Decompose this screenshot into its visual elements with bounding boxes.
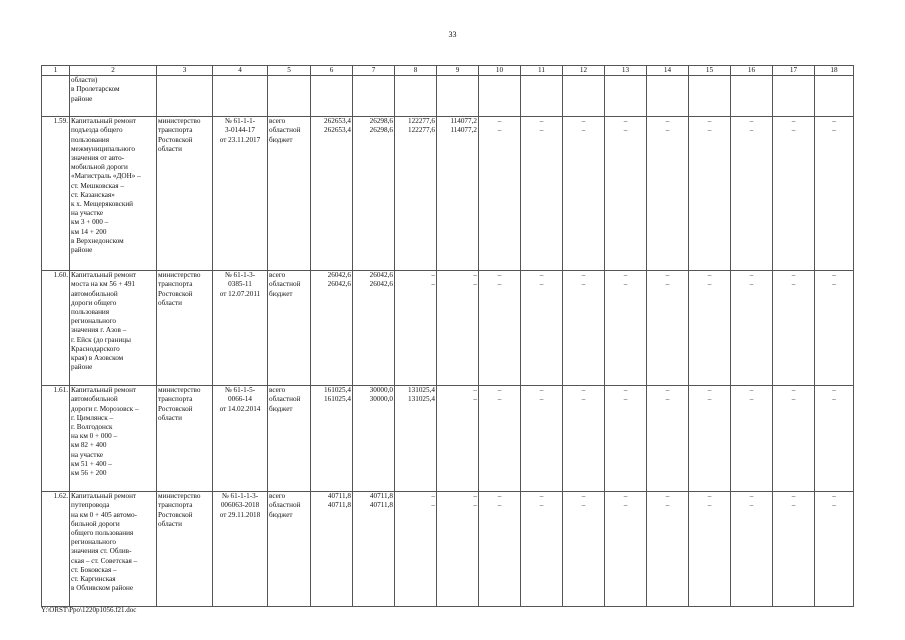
text-line: края) в Азовском xyxy=(71,354,124,363)
value-line: – xyxy=(581,271,586,280)
cell-value xyxy=(647,386,689,492)
value-line: 40711,8 xyxy=(327,501,351,510)
text-line: в Пролетарском xyxy=(71,85,120,94)
text-line: областной xyxy=(269,126,301,135)
value-line: – xyxy=(497,126,502,135)
value-line: – xyxy=(539,395,544,404)
value-line: – xyxy=(539,501,544,510)
text-line: 006063-2018 xyxy=(220,501,260,510)
cell-value xyxy=(605,271,647,386)
cell-value xyxy=(563,271,605,386)
cell-value xyxy=(521,492,563,607)
cell-value xyxy=(437,386,479,492)
cell-value xyxy=(353,271,395,386)
cell-value xyxy=(815,386,854,492)
text-line: № 61-1-1-3- xyxy=(221,492,259,501)
value-line: – xyxy=(497,386,502,395)
value-line: – xyxy=(749,126,754,135)
value-line: – xyxy=(623,501,628,510)
value-line: – xyxy=(497,271,502,280)
value-line: – xyxy=(539,492,544,501)
cell-value xyxy=(563,386,605,492)
value-line: – xyxy=(431,492,435,501)
value-line: – xyxy=(581,395,586,404)
text-line: дороги общего xyxy=(71,298,117,307)
value-line: – xyxy=(707,501,712,510)
text-line: Капитальный ремонт xyxy=(71,492,137,501)
cell-num: 1.61. xyxy=(42,386,70,492)
value-line: – xyxy=(749,117,754,126)
table-row xyxy=(42,271,854,386)
value-line: – xyxy=(473,386,477,395)
value-line: – xyxy=(539,280,544,289)
cell-value xyxy=(437,117,479,271)
text-line: транспорта xyxy=(158,280,193,289)
text-line: автомобильной xyxy=(71,289,118,298)
value-line: – xyxy=(665,501,670,510)
text-line: 0385-11 xyxy=(228,280,252,289)
header-cell: 18 xyxy=(815,66,854,76)
cell-value xyxy=(647,117,689,271)
text-line: областной xyxy=(269,280,301,289)
value-line: 26042,6 xyxy=(327,271,351,280)
cell-value xyxy=(395,386,437,492)
cell-value xyxy=(647,271,689,386)
cell-value xyxy=(815,492,854,607)
cell-value xyxy=(437,271,479,386)
cell-document xyxy=(213,271,268,386)
cell-value xyxy=(311,492,353,607)
cell-value xyxy=(353,386,395,492)
text-line: бюджет xyxy=(269,135,293,144)
text-line: от 14.02.2014 xyxy=(219,404,261,413)
cell-value xyxy=(395,492,437,607)
text-line: путепровода xyxy=(71,501,110,510)
cell-value xyxy=(479,492,521,607)
value-line: – xyxy=(623,126,628,135)
text-line: регионального xyxy=(71,317,116,326)
value-line: 122277,6 xyxy=(408,117,435,126)
value-line: – xyxy=(749,280,754,289)
cell-source xyxy=(268,386,311,492)
value-line: – xyxy=(665,271,670,280)
value-line: 30000,0 xyxy=(369,395,393,404)
value-line: – xyxy=(539,386,544,395)
cell-value xyxy=(773,386,815,492)
value-line: – xyxy=(497,395,502,404)
cell-value xyxy=(731,117,773,271)
cell-value xyxy=(773,492,815,607)
text-line: всего xyxy=(269,117,286,126)
cell-value xyxy=(521,386,563,492)
header-cell: 8 xyxy=(395,66,437,76)
value-line: 40711,8 xyxy=(369,501,393,510)
text-line: от 12.07.2011 xyxy=(219,289,261,298)
text-line: министерство xyxy=(158,492,201,501)
text-line: бюджет xyxy=(269,404,293,413)
value-line: – xyxy=(497,492,502,501)
value-line: 40711,8 xyxy=(369,492,393,501)
value-line: – xyxy=(665,395,670,404)
cell-name xyxy=(70,492,157,607)
cell-value xyxy=(731,386,773,492)
cell-value xyxy=(353,492,395,607)
cell-source xyxy=(268,492,311,607)
header-cell: 7 xyxy=(353,66,395,76)
text-line: области xyxy=(158,144,183,153)
value-line: – xyxy=(623,395,628,404)
text-line: ст. Казанская» xyxy=(71,190,115,199)
cell-value xyxy=(437,492,479,607)
value-line: – xyxy=(707,386,712,395)
value-line: – xyxy=(665,117,670,126)
value-line: – xyxy=(791,271,796,280)
cell-value xyxy=(689,386,731,492)
cell-value xyxy=(815,117,854,271)
cell-num: 1.62. xyxy=(42,492,70,607)
cell-value xyxy=(311,271,353,386)
text-line: пользования xyxy=(71,308,110,317)
cell-customer xyxy=(157,271,213,386)
value-line: – xyxy=(497,280,502,289)
value-line: – xyxy=(791,280,796,289)
header-cell: 6 xyxy=(311,66,353,76)
value-line: – xyxy=(832,492,836,501)
value-line: – xyxy=(581,280,586,289)
cell-value xyxy=(563,117,605,271)
value-line: 131025,4 xyxy=(408,386,435,395)
value-line: – xyxy=(539,126,544,135)
value-line: – xyxy=(791,126,796,135)
text-line: значения г. Азов – xyxy=(71,326,127,335)
value-line: – xyxy=(791,395,796,404)
text-line: № 61-1-3- xyxy=(224,271,256,280)
value-line: 26042,6 xyxy=(369,271,393,280)
cell-value xyxy=(521,117,563,271)
value-line: – xyxy=(707,492,712,501)
cell-value xyxy=(773,117,815,271)
value-line: – xyxy=(581,501,586,510)
text-line: всего xyxy=(269,492,286,501)
value-line: – xyxy=(832,117,836,126)
cell-value xyxy=(311,386,353,492)
cell-num: 1.59. xyxy=(42,117,70,271)
header-cell: 11 xyxy=(521,66,563,76)
text-line: области xyxy=(158,298,183,307)
cell-value xyxy=(689,492,731,607)
value-line: 26042,6 xyxy=(369,280,393,289)
text-line: транспорта xyxy=(158,501,193,510)
table-row xyxy=(42,492,854,607)
cell-name xyxy=(70,271,157,386)
text-line: км 51 + 400 – xyxy=(71,459,112,468)
text-line: Краснодарского xyxy=(71,344,120,353)
value-line: – xyxy=(791,117,796,126)
text-line: районе xyxy=(71,246,93,255)
text-line: бильной дороги xyxy=(71,519,120,528)
value-line: – xyxy=(749,501,754,510)
text-line: Ростовской xyxy=(158,135,193,144)
text-line: № 61-1-1- xyxy=(224,117,256,126)
value-line: – xyxy=(791,492,796,501)
text-line: всего xyxy=(269,386,286,395)
value-line: – xyxy=(832,271,836,280)
value-line: – xyxy=(623,280,628,289)
text-line: г. Цимлянск – xyxy=(71,413,114,422)
continuation-row xyxy=(42,76,854,117)
text-line: межмуниципального xyxy=(71,144,135,153)
value-line: 30000,0 xyxy=(369,386,393,395)
cell-value xyxy=(479,386,521,492)
text-line: дороги г. Морозовск – xyxy=(71,404,139,413)
text-line: Капитальный ремонт xyxy=(71,386,137,395)
value-line: – xyxy=(707,117,712,126)
value-line: 122277,6 xyxy=(408,126,435,135)
value-line: – xyxy=(665,126,670,135)
value-line: – xyxy=(749,271,754,280)
cell-value xyxy=(479,117,521,271)
value-line: – xyxy=(623,271,628,280)
program-table xyxy=(41,65,854,607)
value-line: – xyxy=(473,280,477,289)
value-line: – xyxy=(832,280,836,289)
header-cell: 9 xyxy=(437,66,479,76)
cell-num: 1.60. xyxy=(42,271,70,386)
text-line: км 3 + 000 – xyxy=(71,218,109,227)
cell-value xyxy=(689,117,731,271)
value-line: – xyxy=(707,395,712,404)
header-cell: 3 xyxy=(157,66,213,76)
text-line: министерство xyxy=(158,271,201,280)
text-line: областной xyxy=(269,395,301,404)
header-row xyxy=(42,66,854,76)
value-line: – xyxy=(581,126,586,135)
value-line: 26042,6 xyxy=(327,280,351,289)
cell-value xyxy=(605,386,647,492)
header-cell: 14 xyxy=(647,66,689,76)
value-line: – xyxy=(832,126,836,135)
header-cell: 1 xyxy=(42,66,70,76)
text-line: районе xyxy=(71,94,93,103)
cell-value xyxy=(311,117,353,271)
file-path: Y:\ORST\Ppo\1220p1056.f21.doc xyxy=(41,606,137,614)
cell-customer xyxy=(157,117,213,271)
value-line: – xyxy=(473,395,477,404)
text-line: Ростовской xyxy=(158,289,193,298)
text-line: всего xyxy=(269,271,286,280)
value-line: – xyxy=(623,492,628,501)
cell-num xyxy=(42,76,70,117)
text-line: км 56 + 200 xyxy=(71,469,107,478)
cell-value xyxy=(605,492,647,607)
value-line: – xyxy=(581,117,586,126)
text-line: Капитальный ремонт xyxy=(71,271,137,280)
text-line: 3-0144-17 xyxy=(225,126,255,135)
text-line: районе xyxy=(71,363,93,372)
header-cell: 12 xyxy=(563,66,605,76)
text-line: министерство xyxy=(158,386,201,395)
text-line: транспорта xyxy=(158,126,193,135)
value-line: – xyxy=(665,492,670,501)
value-line: – xyxy=(431,501,435,510)
text-line: бюджет xyxy=(269,510,293,519)
cell-document xyxy=(213,386,268,492)
text-line: «Магистраль «ДОН» – xyxy=(71,172,141,181)
text-line: на участке xyxy=(71,209,104,218)
value-line: – xyxy=(749,492,754,501)
page-number: 33 xyxy=(448,30,457,39)
value-line: – xyxy=(497,501,502,510)
value-line: – xyxy=(665,280,670,289)
value-line: 40711,8 xyxy=(327,492,351,501)
value-line: 114077,2 xyxy=(450,117,477,126)
text-line: Капитальный ремонт xyxy=(71,117,137,126)
value-line: 26298,6 xyxy=(369,117,393,126)
value-line: – xyxy=(623,117,628,126)
header-cell: 4 xyxy=(213,66,268,76)
table-row xyxy=(42,117,854,271)
header-cell: 5 xyxy=(268,66,311,76)
cell-value xyxy=(647,492,689,607)
text-line: транспорта xyxy=(158,395,193,404)
cell-value xyxy=(815,271,854,386)
cell-value xyxy=(689,271,731,386)
cell-value xyxy=(479,271,521,386)
text-line: областной xyxy=(269,501,301,510)
cell-document xyxy=(213,117,268,271)
header-cell: 16 xyxy=(731,66,773,76)
value-line: – xyxy=(581,492,586,501)
value-line: – xyxy=(473,501,477,510)
cell-source xyxy=(268,271,311,386)
text-line: на км 0 + 000 – xyxy=(71,432,118,441)
value-line: 161025,4 xyxy=(324,395,351,404)
text-line: 0066-14 xyxy=(228,395,252,404)
value-line: 161025,4 xyxy=(324,386,351,395)
header-cell: 13 xyxy=(605,66,647,76)
text-line: области xyxy=(158,413,183,422)
text-line: г. Волгодонск xyxy=(71,423,113,432)
cell-name xyxy=(70,117,157,271)
value-line: – xyxy=(623,386,628,395)
cell-value xyxy=(353,117,395,271)
cell-customer xyxy=(157,492,213,607)
cell-value xyxy=(395,117,437,271)
value-line: – xyxy=(431,271,435,280)
cell-value xyxy=(731,271,773,386)
text-line: г. Ейск (до границы xyxy=(71,335,131,344)
text-line: мобильной дороги xyxy=(71,163,128,172)
header-cell: 15 xyxy=(689,66,731,76)
value-line: – xyxy=(707,126,712,135)
text-line: регионального xyxy=(71,538,116,547)
text-line: значения ст. Облив- xyxy=(71,547,132,556)
value-line: – xyxy=(473,271,477,280)
text-line: Ростовской xyxy=(158,404,193,413)
cell-document xyxy=(213,492,268,607)
text-line: ст. Боковская – xyxy=(71,565,117,574)
value-line: – xyxy=(707,271,712,280)
text-line: бюджет xyxy=(269,289,293,298)
text-line: области) xyxy=(71,76,98,85)
text-line: подъезда общего xyxy=(71,126,123,135)
value-line: – xyxy=(791,501,796,510)
value-line: – xyxy=(497,117,502,126)
value-line: – xyxy=(832,386,836,395)
value-line: 262653,4 xyxy=(324,126,351,135)
header-cell: 2 xyxy=(70,66,157,76)
text-line: от 29.11.2018 xyxy=(219,510,261,519)
cell-source xyxy=(268,117,311,271)
cell-name xyxy=(70,76,157,117)
cell-value xyxy=(773,271,815,386)
value-line: 262653,4 xyxy=(324,117,351,126)
text-line: от 23.11.2017 xyxy=(219,135,261,144)
text-line: ст. Каргинская xyxy=(71,575,116,584)
table-row xyxy=(42,386,854,492)
cell-value xyxy=(731,492,773,607)
cell-value xyxy=(563,492,605,607)
text-line: в Обливском районе xyxy=(71,584,134,593)
text-line: Ростовской xyxy=(158,510,193,519)
value-line: – xyxy=(832,501,836,510)
cell-value xyxy=(521,271,563,386)
header-cell: 10 xyxy=(479,66,521,76)
value-line: – xyxy=(539,271,544,280)
text-line: автомобильной xyxy=(71,395,118,404)
value-line: 26298,6 xyxy=(369,126,393,135)
text-line: на км 0 + 405 автомо- xyxy=(71,510,137,519)
text-line: км 14 + 200 xyxy=(71,227,107,236)
text-line: моста на км 56 + 491 xyxy=(71,280,136,289)
value-line: – xyxy=(749,386,754,395)
value-line: – xyxy=(539,117,544,126)
text-line: № 61-1-5- xyxy=(224,386,256,395)
text-line: на участке xyxy=(71,450,104,459)
cell-customer xyxy=(157,386,213,492)
text-line: значения от авто- xyxy=(71,154,125,163)
text-line: общего пользования xyxy=(71,529,134,538)
text-line: км 82 + 400 xyxy=(71,441,107,450)
text-line: ская – ст. Советская – xyxy=(71,556,138,565)
text-line: ст. Мешковская – xyxy=(71,181,124,190)
cell-value xyxy=(395,271,437,386)
value-line: – xyxy=(832,395,836,404)
value-line: 114077,2 xyxy=(450,126,477,135)
header-cell: 17 xyxy=(773,66,815,76)
value-line: – xyxy=(707,280,712,289)
value-line: – xyxy=(749,395,754,404)
value-line: – xyxy=(431,280,435,289)
text-line: к х. Мещеряковский xyxy=(71,200,134,209)
value-line: – xyxy=(791,386,796,395)
value-line: – xyxy=(581,386,586,395)
cell-value xyxy=(605,117,647,271)
value-line: – xyxy=(665,386,670,395)
value-line: 131025,4 xyxy=(408,395,435,404)
text-line: области xyxy=(158,519,183,528)
text-line: в Верхнедонском xyxy=(71,236,124,245)
text-line: министерство xyxy=(158,117,201,126)
text-line: пользования xyxy=(71,135,110,144)
value-line: – xyxy=(473,492,477,501)
cell-name xyxy=(70,386,157,492)
